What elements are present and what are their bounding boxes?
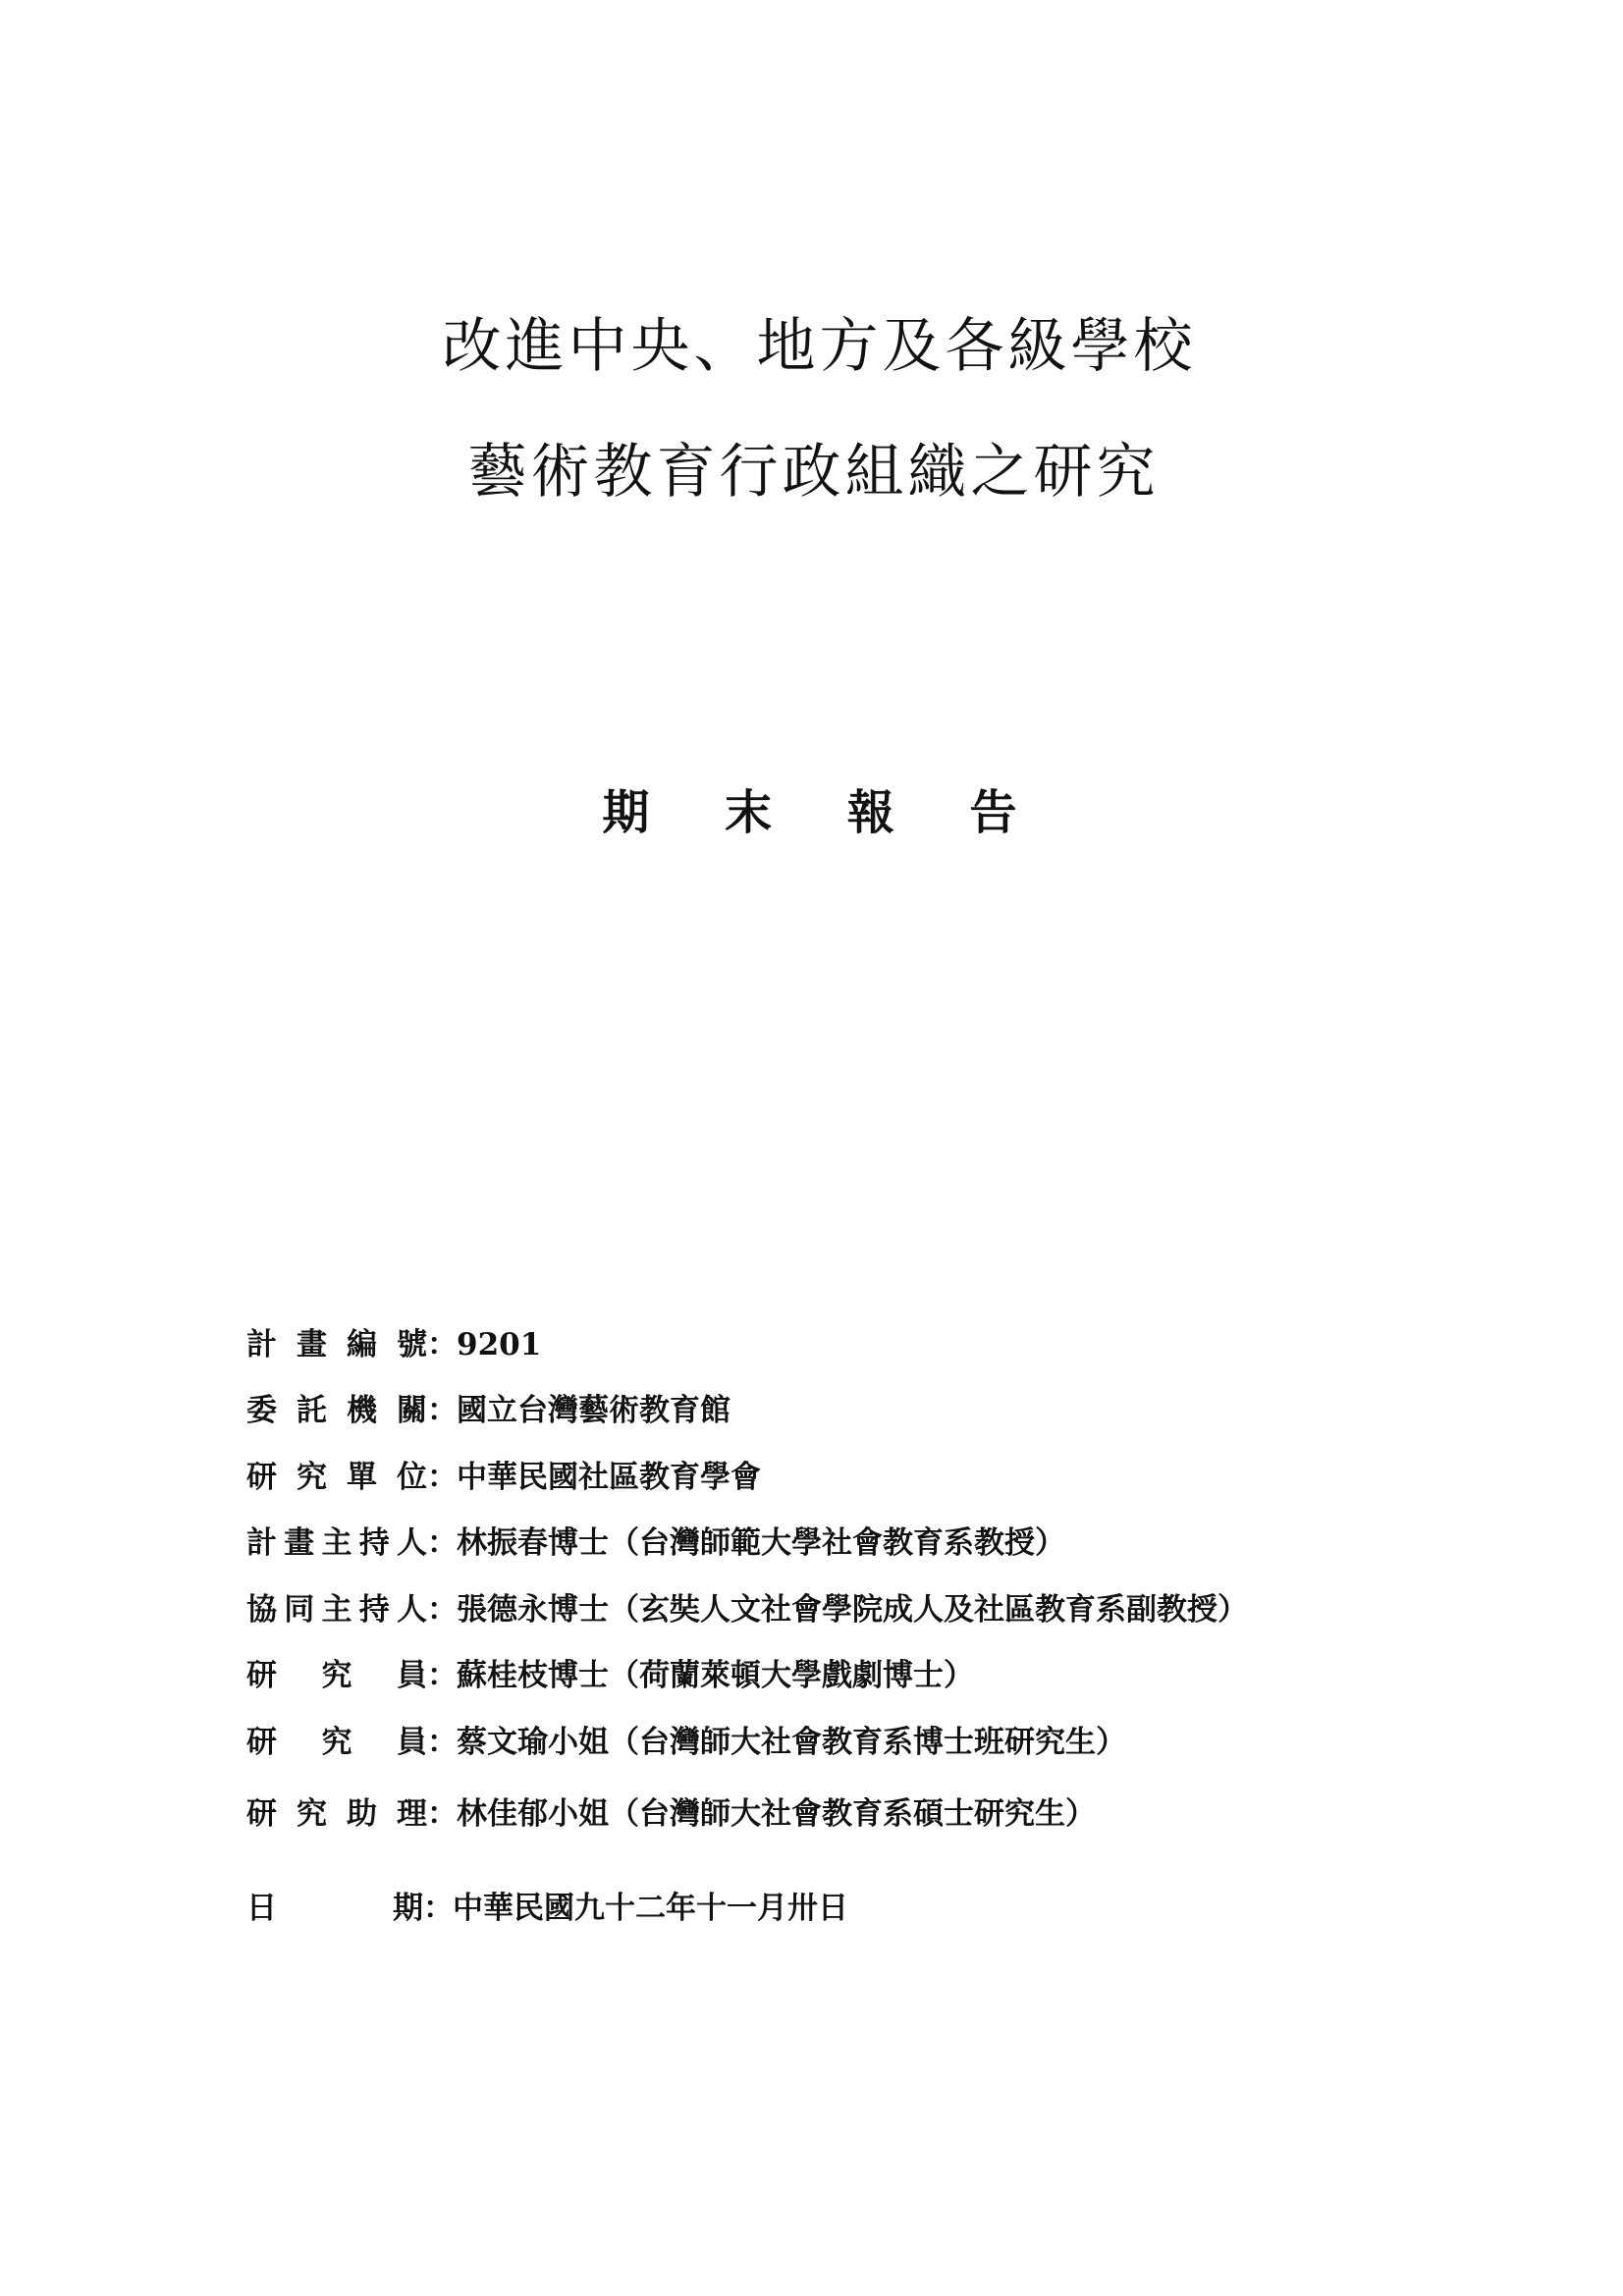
info-value: 張德永博士（玄奘人文社會學院成人及社區教育系副教授） xyxy=(457,1592,1248,1628)
info-row-co-investigator xyxy=(246,1590,1542,1629)
info-row-date xyxy=(246,1889,1542,1928)
info-value: 林佳郁小姐（台灣師大社會教育系碩士研究生） xyxy=(457,1796,1096,1832)
info-row-research-unit xyxy=(246,1458,1542,1497)
info-colon: ： xyxy=(427,1725,458,1760)
info-label: 委託機關 xyxy=(246,1393,427,1428)
report-type-heading: 期 末 報 告 xyxy=(602,785,1047,840)
title-block xyxy=(0,312,1623,507)
info-row-researcher-1 xyxy=(246,1656,1542,1695)
info-label: 計畫編號 xyxy=(246,1327,427,1362)
info-row-commissioning-agency xyxy=(246,1391,1542,1430)
info-value: 9201 xyxy=(457,1327,542,1362)
info-row-research-assistant xyxy=(246,1794,1542,1834)
info-label: 協同主持人 xyxy=(246,1592,427,1628)
project-info-block xyxy=(246,1325,1542,1928)
info-row-principal-investigator xyxy=(246,1523,1542,1563)
info-colon: ： xyxy=(427,1796,458,1832)
info-colon: ： xyxy=(427,1525,458,1561)
info-value: 林振春博士（台灣師範大學社會教育系教授） xyxy=(457,1525,1065,1561)
info-value: 國立台灣藝術教育館 xyxy=(457,1393,730,1428)
info-row-researcher-2 xyxy=(246,1723,1542,1762)
info-colon: ： xyxy=(423,1891,454,1926)
info-row-project-number xyxy=(246,1325,1542,1364)
info-colon: ： xyxy=(427,1592,458,1628)
info-value: 中華民國社區教育學會 xyxy=(457,1460,761,1495)
info-colon: ： xyxy=(427,1327,458,1362)
info-colon: ： xyxy=(427,1460,458,1495)
info-label: 計畫主持人 xyxy=(246,1525,427,1561)
info-label: 研究助理 xyxy=(246,1796,427,1832)
report-title-line-1: 改進中央、地方及各級學校 xyxy=(442,312,1197,381)
date-label: 日期 xyxy=(246,1891,423,1926)
info-label: 研究單位 xyxy=(246,1460,427,1495)
info-value: 蘇桂枝博士（荷蘭萊頓大學戲劇博士） xyxy=(457,1658,974,1693)
info-label: 研究員 xyxy=(246,1725,427,1760)
info-value: 蔡文瑜小姐（台灣師大社會教育系博士班研究生） xyxy=(457,1725,1126,1760)
info-label: 研究員 xyxy=(246,1658,427,1693)
date-value: 中華民國九十二年十一月卅日 xyxy=(453,1891,848,1926)
info-colon: ： xyxy=(427,1393,458,1428)
report-title-line-2: 藝術教育行政組織之研究 xyxy=(467,438,1160,507)
info-colon: ： xyxy=(427,1658,458,1693)
